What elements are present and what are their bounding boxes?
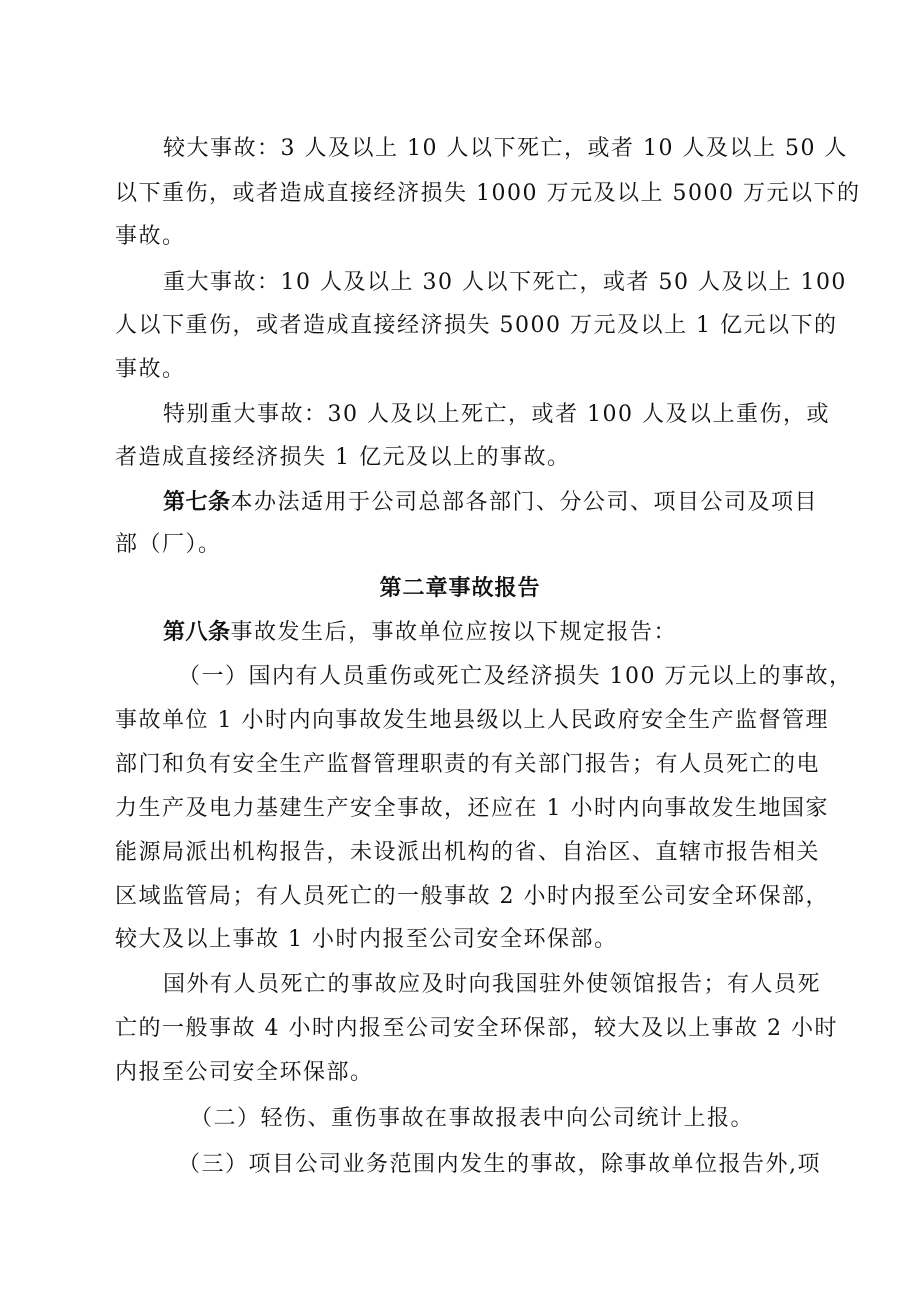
paragraph-line: 重大事故：10 人及以上 30 人以下死亡，或者 50 人及以上 100 [163, 270, 847, 295]
paragraph-line: 者造成直接经济损失 1 亿元及以上的事故。 [115, 445, 571, 470]
paragraph-line: （三）项目公司业务范围内发生的事故，除事故单位报告外,项 [178, 1152, 821, 1177]
paragraph-line: 事故单位 1 小时内向事故发生地县级以上人民政府安全生产监督管理 [115, 708, 829, 733]
paragraph-line: 事故。 [115, 357, 186, 382]
paragraph-line: 较大事故：3 人及以上 10 人以下死亡，或者 10 人及以上 50 人 [163, 136, 848, 161]
paragraph-line: 特别重大事故：30 人及以上死亡，或者 100 人及以上重伤，或 [163, 402, 830, 427]
paragraph-line: 较大及以上事故 1 小时内报至公司安全环保部。 [115, 927, 618, 952]
article-8-label: 第八条 [163, 619, 231, 645]
paragraph-line: 能源局派出机构报告，未设派出机构的省、自治区、直辖市报告相关 [115, 840, 821, 865]
paragraph-line: （二）轻伤、重伤事故在事故报表中向公司统计上报。 [190, 1106, 755, 1131]
paragraph-line: 以下重伤，或者造成直接经济损失 1000 万元及以上 5000 万元以下的 [115, 181, 861, 206]
paragraph-line: 国外有人员死亡的事故应及时向我国驻外使领馆报告；有人员死 [163, 972, 822, 997]
paragraph-line: 内报至公司安全环保部。 [115, 1060, 374, 1085]
article-8-line [163, 617, 677, 648]
article-7-line [163, 487, 818, 518]
paragraph-line: 事故。 [115, 224, 186, 249]
article-7-label: 第七条 [163, 489, 231, 515]
paragraph-line: 人以下重伤，或者造成直接经济损失 5000 万元及以上 1 亿元以下的 [115, 313, 838, 338]
paragraph-line: 部（厂）。 [115, 532, 222, 557]
article-7-text: 本办法适用于公司总部各部门、分公司、项目公司及项目 [230, 490, 819, 515]
paragraph-line: 区域监管局；有人员死亡的一般事故 2 小时内报至公司安全环保部， [115, 884, 829, 909]
paragraph-line: 部门和负有安全生产监督管理职责的有关部门报告；有人员死亡的电 [115, 752, 821, 777]
paragraph-line: （一）国内有人员重伤或死亡及经济损失 100 万元以上的事故， [178, 664, 853, 689]
chapter-heading: 第二章事故报告 [379, 575, 541, 601]
paragraph-line: 力生产及电力基建生产安全事故，还应在 1 小时内向事故发生地国家 [115, 796, 829, 821]
paragraph-line: 亡的一般事故 4 小时内报至公司安全环保部，较大及以上事故 2 小时 [115, 1016, 838, 1041]
article-8-text: 事故发生后，事故单位应按以下规定报告： [230, 620, 678, 645]
